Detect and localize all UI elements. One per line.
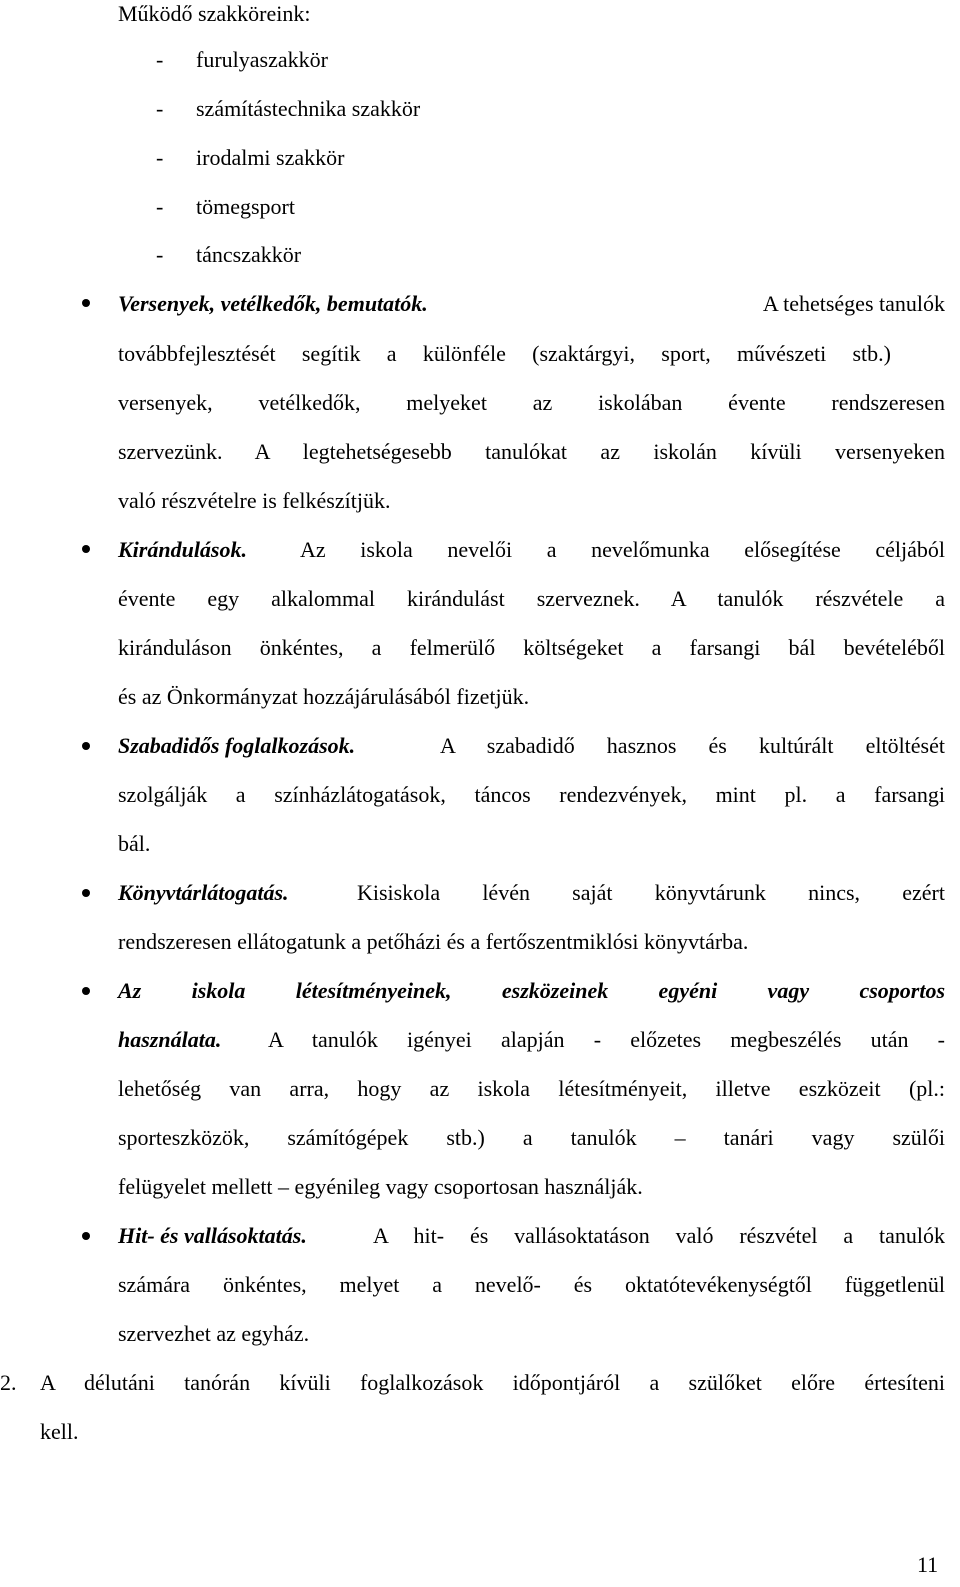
club-dash: - — [156, 47, 164, 72]
religion-title: Hit- és vallásoktatás. — [118, 1223, 307, 1248]
bullet-icon — [82, 742, 90, 750]
page-number: 11 — [917, 1552, 939, 1577]
club-dash: - — [156, 145, 164, 170]
trips-text: és az Önkormányzat hozzájárulásából fizetjük. — [118, 684, 530, 709]
list-item: furulyaszakkör — [196, 47, 328, 72]
club-dash: - — [156, 242, 164, 267]
religion-text: számára önkéntes, melyet a nevelő- és oktatótevékenységtől függetlenül — [118, 1272, 945, 1297]
bullet-icon — [82, 545, 90, 553]
bullet-icon — [82, 987, 90, 995]
facilities-title: Az iskola létesítményeinek, eszközeinek egyéni vagy csoportos — [118, 978, 945, 1003]
competitions-text: versenyek, vetélkedők, melyeket az iskolában évente rendszeresen — [118, 390, 945, 415]
competitions-section — [118, 290, 428, 318]
list-item: tömegsport — [196, 194, 295, 219]
point-number: 2. — [0, 1370, 17, 1395]
library-title: Könyvtárlátogatás. — [118, 880, 289, 905]
leisure-text: A szabadidő hasznos és kultúrált eltöltését — [440, 733, 945, 758]
religion-text: A hit- és vallásoktatáson való részvétel a tanulók — [373, 1223, 945, 1248]
bullet-icon — [82, 1232, 90, 1240]
point2-text: kell. — [40, 1419, 79, 1444]
competitions-title: Versenyek, vetélkedők, bemutatók. — [118, 291, 428, 316]
leisure-title: Szabadidős foglalkozások. — [118, 733, 356, 758]
trips-text: kiránduláson önkéntes, a felmerülő költségeket a farsangi bál bevételéből — [118, 635, 945, 660]
trips-text: Az iskola nevelői a nevelőmunka elősegítése céljából — [300, 537, 945, 562]
competitions-text: továbbfejlesztését segítik a különféle (szaktárgyi, sport, művészeti stb.) — [118, 341, 891, 366]
leisure-text: szolgálják a színházlátogatások, táncos rendezvények, mint pl. a farsangi — [118, 782, 945, 807]
facilities-title: használata. — [118, 1027, 222, 1052]
list-item: irodalmi szakkör — [196, 145, 345, 170]
competitions-text: való részvételre is felkészítjük. — [118, 488, 391, 513]
bullet-icon — [82, 889, 90, 897]
bullet-icon — [82, 299, 90, 307]
facilities-text: A tanulók igényei alapján - előzetes megbeszélés után - — [268, 1027, 945, 1052]
religion-text: szervezhet az egyház. — [118, 1321, 310, 1346]
leisure-text: bál. — [118, 831, 151, 856]
competitions-text: szervezünk. A legtehetségesebb tanulókat az iskolán kívüli versenyeken — [118, 439, 945, 464]
club-dash: - — [156, 96, 164, 121]
facilities-text: felügyelet mellett – egyénileg vagy csoportosan használják. — [118, 1174, 643, 1199]
clubs-heading: Működő szakköreink: — [118, 1, 311, 26]
facilities-text: sporteszközök, számítógépek stb.) a tanulók – tanári vagy szülői — [118, 1125, 945, 1150]
list-item: táncszakkör — [196, 242, 302, 267]
list-item: számítástechnika szakkör — [196, 96, 421, 121]
point2-text: A délutáni tanórán kívüli foglalkozások időpontjáról a szülőket előre értesíteni — [40, 1370, 945, 1395]
library-text: rendszeresen ellátogatunk a petőházi és a fertőszentmiklósi könyvtárba. — [118, 929, 749, 954]
trips-title: Kirándulások. — [118, 537, 247, 562]
competitions-text: A tehetséges tanulók — [762, 291, 945, 316]
library-text: Kisiskola lévén saját könyvtárunk nincs, ezért — [357, 880, 945, 905]
facilities-text: lehetőség van arra, hogy az iskola létesítményeit, illetve eszközeit (pl.: — [118, 1076, 945, 1101]
club-dash: - — [156, 194, 164, 219]
trips-text: évente egy alkalommal kirándulást szerveznek. A tanulók részvétele a — [118, 586, 945, 611]
